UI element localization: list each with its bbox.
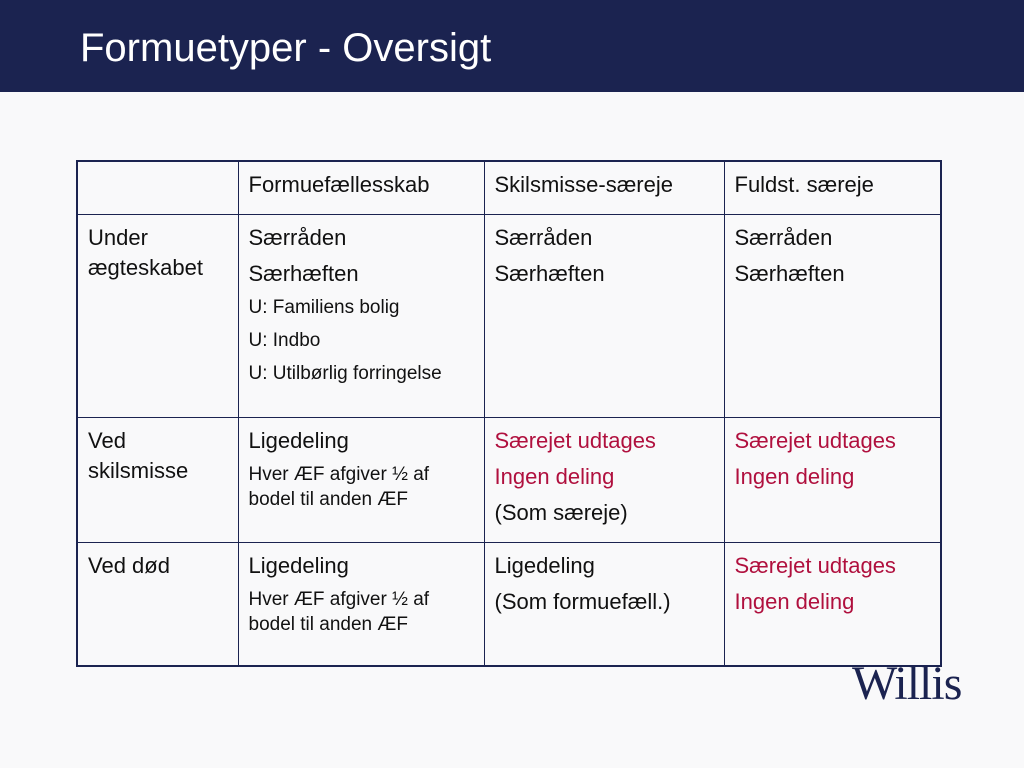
table-row-under-aegteskabet: [77, 215, 941, 418]
cell-text: Ligedeling: [248, 553, 349, 578]
header-cell-fuldst-saereje: Fuldst. særeje: [724, 161, 941, 215]
cell-text: Særråden: [494, 225, 593, 250]
table-cell: [484, 543, 724, 667]
cell-text-highlight: Ingen deling: [734, 464, 855, 489]
table-cell: [724, 418, 941, 543]
table-cell: [724, 543, 941, 667]
header-cell-formuefaellesskab: Formuefællesskab: [238, 161, 484, 215]
title-bar: [0, 0, 1024, 92]
row-label: Ved død: [77, 543, 238, 667]
cell-note: Hver ÆF afgiver ½ af bodel til anden ÆF: [248, 589, 430, 635]
table-cell: [484, 215, 724, 418]
cell-text: (Som formuefæll.): [494, 589, 671, 614]
willis-logo: Willis: [852, 657, 962, 710]
cell-note: U: Indbo: [248, 330, 321, 351]
table-cell: [238, 418, 484, 543]
cell-text: Særhæften: [248, 261, 359, 286]
header-cell-skilsmisse-saereje: Skilsmisse-særeje: [484, 161, 724, 215]
table-cell: [484, 418, 724, 543]
header-cell-empty: [77, 161, 238, 215]
cell-note: U: Utilbørlig forringelse: [248, 363, 442, 384]
cell-text: Særhæften: [494, 261, 605, 286]
row-label: Under ægteskabet: [77, 215, 238, 418]
cell-text: Særråden: [734, 225, 833, 250]
table-row-ved-skilsmisse: [77, 418, 941, 543]
cell-text: Ligedeling: [248, 428, 349, 453]
cell-text: Særhæften: [734, 261, 845, 286]
cell-text: Ligedeling: [494, 553, 595, 578]
cell-text-highlight: Særejet udtages: [734, 553, 896, 578]
table-row-ved-doed: [77, 543, 941, 667]
cell-text: (Som særeje): [494, 500, 628, 525]
row-label: Ved skilsmisse: [77, 418, 238, 543]
cell-text-highlight: Særejet udtages: [734, 428, 896, 453]
table-cell: [238, 543, 484, 667]
slide-title: Formuetyper - Oversigt: [80, 26, 492, 70]
cell-text-highlight: Særejet udtages: [494, 428, 656, 453]
table-cell: [724, 215, 941, 418]
table-cell: [238, 215, 484, 418]
cell-text: Særråden: [248, 225, 347, 250]
cell-text-highlight: Ingen deling: [494, 464, 615, 489]
cell-note: U: Familiens bolig: [248, 297, 400, 318]
overview-table: [76, 160, 942, 667]
cell-text-highlight: Ingen deling: [734, 589, 855, 614]
cell-note: Hver ÆF afgiver ½ af bodel til anden ÆF: [248, 464, 430, 510]
table-header-row: [77, 161, 941, 215]
